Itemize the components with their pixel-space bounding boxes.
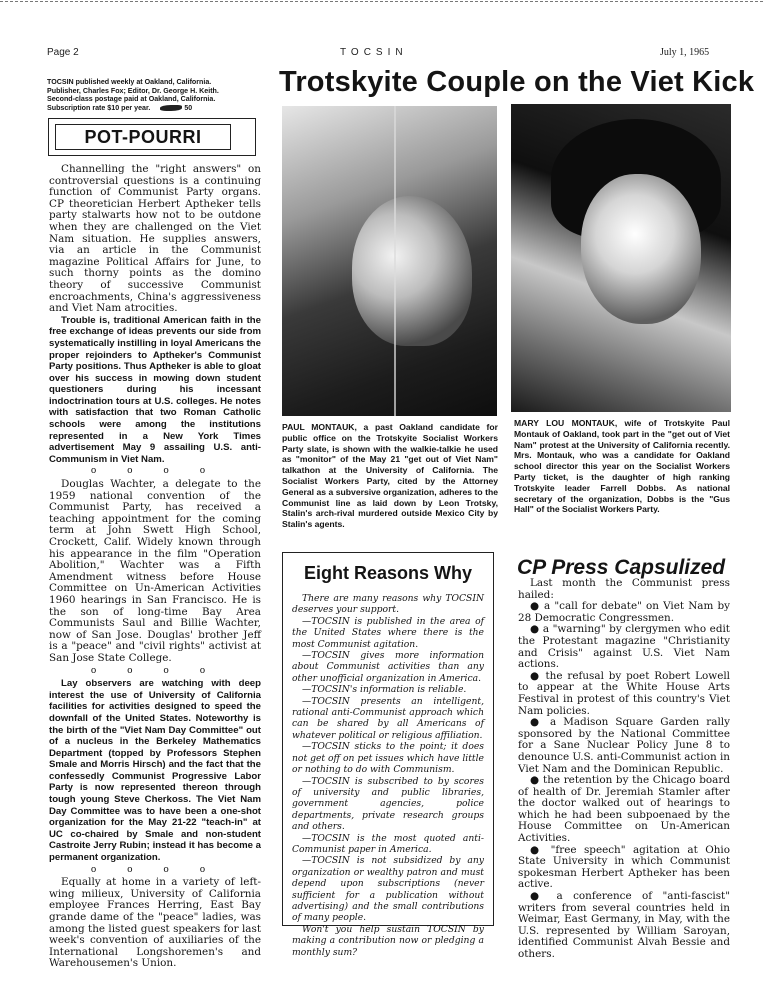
potpourri-paragraph: Trouble is, traditional American faith in the free exchange of ideas prevents our side from systematically instilling in loyal Americans the proper rejoinders to Aptheker's Communist Party positions. Thus Aptheker is able to gloat over his success in mowing down student questioners during his incessant indoctrination tours at U.S. colleges. He notes with satisfaction that two Roman Catholic schools were among the institutions represented in a New York Times advertisement May 9 assailing U.S. anti-Communism in Viet Nam.: [49, 314, 261, 465]
separator: o o o o: [90, 466, 220, 477]
reason-paragraph: —TOCSIN gives more information about Communist activities than any other unofficial organization in America.: [292, 650, 484, 684]
reason-paragraph: —TOCSIN sticks to the point; it does not get off on pet issues which have little or nothing to do with Communism.: [292, 741, 484, 776]
separator: o o o o: [90, 864, 220, 875]
masthead-line: Publisher, Charles Fox; Editor, Dr. George H. Keith.: [47, 86, 219, 95]
masthead-line: [47, 104, 262, 114]
potpourri-paragraph: Lay observers are watching with deep interest the use of University of California facilities for activities designed to speed the downfall of the United States. Noteworthy is the birth of the "Viet Nam Day Committee" out of a nucleus in the Berkeley Mathematics Department (topped by Professors Stephen Smale and Morris Hirsch) and the fact that the confessedly Communist Progressive Labor Party is now represented thereon through tough young Steve Cherkoss. The Viet Nam Day Committee was to have been a one-shot organization for the May 21-22 "teach-in" at UC co-chaired by Smale and non-student Castroite Jerry Rubin; instead it has become a permanent organization.: [49, 678, 261, 864]
reason-paragraph: —TOCSIN's information is reliable.: [302, 684, 467, 696]
subscription-rate: Subscription rate $10 per year.: [47, 103, 151, 112]
photo-mary-lou-montauk: [511, 104, 731, 412]
reason-paragraph: —TOCSIN is subscribed to by scores of university and public libraries, government agencies, police departments, private research groups and others.: [292, 775, 484, 833]
feature-headline: Trotskyite Couple on the Viet Kick: [279, 66, 755, 98]
issue-date: July 1, 1965: [660, 47, 710, 58]
reason-paragraph: —TOCSIN presents an intelligent, rational anti-Communist approach which can be shared by all Americans of whatever political or religious affiliation.: [292, 695, 484, 741]
cp-press-column: [518, 578, 730, 961]
reason-paragraph: —TOCSIN is published in the area of the United States where there is the most Communist agitation.: [292, 615, 484, 650]
cp-press-intro: Last month the Communist press hailed:: [518, 577, 730, 601]
reason-paragraph: —TOCSIN is not subsidized by any organization or wealthy patron and must depend upon subscriptions (never sufficient for a publication without advertising) and the small contributions of many people.: [292, 855, 484, 924]
caption-mary-lou-montauk: MARY LOU MONTAUK, wife of Trotskyite Paul Montauk of Oakland, took part in the "get out of Viet Nam" protest at the University of California recently. Mrs. Montauk, who was a candidate for Oakland school director this year on the Socialist Workers Party ticket, is the daughter of high ranking Trotskyite leader Farrell Dobbs. As national secretary of the organization, Dobbs is the "Gus Hall" of the Socialist Workers Party.: [514, 418, 730, 515]
eight-reasons-box: [282, 552, 494, 958]
cp-press-item: ● the retention by the Chicago board of health of Dr. Jeremiah Stamler after the doctor walked out of hearings to which he had been subpoenaed by the House Committee on Un-American Activities.: [518, 774, 730, 845]
eight-reasons-title: Eight Reasons Why: [303, 563, 473, 583]
face-shape: [581, 174, 701, 324]
potpourri-paragraph: Channelling the "right answers" on controversial questions is a continuing function of Communist Party organs. CP theoretician Herbert Aptheker tells party stalwarts how not to be outdone when they are challenged on the Viet Nam situation. He supplies answers, via an article in the Communist magazine Political Affairs for June, to such thorny points as the domino theory of successive Communist encroachments, China's aggressiveness and Viet Nam atrocities.: [49, 163, 261, 315]
union-number: 50: [184, 104, 193, 112]
face-shape: [352, 196, 472, 346]
potpourri-paragraph: Equally at home in a variety of left-wing milieux, University of California employee Frances Herring, East Bay grande dame of the "peace" ladies, was among the listed guest speakers for last week's convention of auxiliaries of the International Longshoremen's and Warehousemen's Union.: [49, 876, 261, 970]
cp-press-item: ● "free speech" agitation at Ohio State University in which Communist spokesman Herbert Aptheker has been active.: [518, 843, 730, 891]
cp-press-title: CP Press Capsulized: [517, 556, 726, 579]
separator: o o o o: [90, 665, 220, 676]
top-edge-line: [0, 1, 763, 2]
page-number: Page 2: [47, 47, 79, 58]
eight-reasons-body: [292, 593, 484, 958]
reason-paragraph: —TOCSIN is the most quoted anti-Communist paper in America.: [292, 832, 484, 855]
cp-press-item: ● a "call for debate" on Viet Nam by 28 Democratic Congressmen.: [518, 600, 730, 624]
cp-press-item: ● a Madison Square Garden rally sponsored by the National Committee for a Sane Nuclear Policy June 8 to denounce U.S. anti-Communist action in Viet Nam and the Dominican Republic.: [518, 716, 730, 775]
caption-paul-montauk: PAUL MONTAUK, a past Oakland candidate for public office on the Trotskyite Socialist Workers Party slate, is shown with the walkie-talkie he used as "monitor" of the May 21 "get out of Viet Nam" talkathon at the University of California. The Socialist Workers Party, cited by the Attorney General as a subversive organization, adheres to the Communist line as laid down by Leon Trotsky, Stalin's arch-rival murdered outside Mexico City by Stalin's agents.: [282, 422, 498, 530]
masthead-line: TOCSIN published weekly at Oakland, California.: [47, 78, 212, 86]
photo-crease: [394, 106, 396, 416]
union-bug-icon: [160, 105, 182, 111]
potpourri-paragraph: Douglas Wachter, a delegate to the 1959 national convention of the Communist Party, has received a teaching appointment for the coming term at John Swett High School, Crockett, Calif. Widely known through his appearance in the film "Operation Abolition," Wachter was a Fifth Amendment witness before House Committee on Un-American Activities 1960 hearings in San Francisco. He is the son of long-time Bay Area Communists Saul and Billie Wachter, now of San Jose. Douglas' brother Jeff is a "peace" and "civil rights" activist at San Jose State College.: [49, 478, 261, 664]
paper-name: TOCSIN: [340, 47, 408, 58]
potpourri-title-box: [48, 118, 256, 156]
cp-press-item: ● a conference of "anti-fascist" writers from several countries held in Weimar, East Germany, in May, with the U.S. represented by William Saroyan, identified Communist Alvah Bessie and others.: [518, 890, 730, 960]
photo-paul-montauk: [282, 106, 497, 416]
masthead: [47, 78, 262, 113]
potpourri-column: [49, 164, 261, 970]
reason-paragraph: Won't you help sustain TOCSIN by making a contribution now or pledging a monthly sum?: [292, 923, 484, 958]
masthead-line: Second-class postage paid at Oakland, California.: [47, 95, 216, 103]
potpourri-title: POT-POURRI: [55, 124, 231, 150]
reason-paragraph: There are many reasons why TOCSIN deserves your support.: [292, 593, 484, 616]
cp-press-item: ● a "warning" by clergymen who edit the Protestant magazine "Christianity and Crisis" against U.S. Viet Nam actions.: [518, 623, 730, 671]
cp-press-item: ● the refusal by poet Robert Lowell to appear at the White House Arts Festival in protest of this country's Viet Nam policies.: [518, 669, 730, 717]
